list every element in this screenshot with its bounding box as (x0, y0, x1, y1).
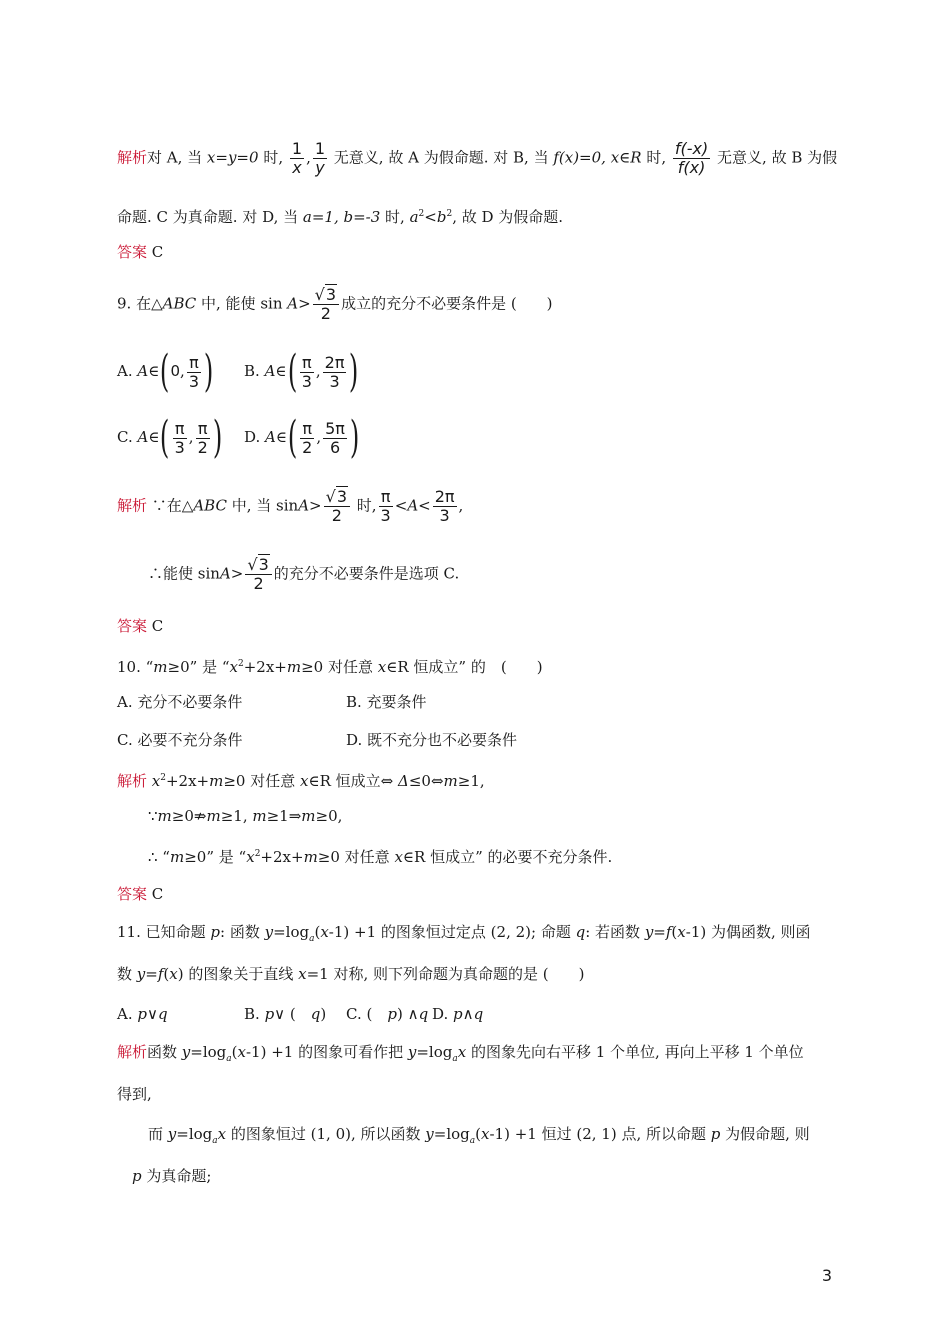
q11-stem-line-1: 11. 已知命题 p: 函数 $y=\log_a(x-1) +1$ 的图象恒过定点 (2, 2); 命题 q: 若函数 y=f(x-1) 为偶函数, 则函 (117, 923, 811, 944)
q9-analysis-line-1: 解析 ∵在△ABC 中, 当 sinA> $\frac{√3}{2}$ 时, $\frac{\pi}{3}$ <A< $\frac{2\pi}{3}$ , (117, 487, 464, 525)
q11-option-d: D. p∧q (432, 1005, 484, 1023)
q9-option-d: D. A∈( $\frac{\pi}{2}$ , $\frac{5\pi}{6}$ ) (244, 412, 360, 463)
answer-tag: 答案 (117, 243, 148, 261)
analysis-tag: 解析 (117, 148, 148, 167)
q9-option-c: C. A∈( $\frac{\pi}{3}$ , $\frac{\pi}{2}$ ) (117, 412, 223, 463)
q11-analysis-line-3: 而 $y=\log_ax$ 的图象恒过 (1, 0), 所以函数 $y=\log_a(x-1) +1$ 恒过 (2, 1) 点, 所以命题 p 为假命题, 则 (148, 1125, 810, 1146)
q10-option-b: B. 充要条件 (346, 693, 427, 711)
q8-analysis-line-1: 解析对 A, 当 x=y=0 时, $\frac{1}{x}$ , $\frac{1}{y}$ 无意义, 故 A 为假命题. 对 B, 当 f(x)=0, x∈R 时, $\frac{f(-x)}{f(x)}$ 无意义, 故 B 为假 (117, 139, 838, 177)
q9-stem: 9. 在△ABC 中, 能使 sin A> $\frac{√3}{2}$ 成立的充分不必要条件是 ( ) (117, 285, 553, 323)
fraction-1-over-y: $\frac{1}{y}$ (314, 139, 326, 177)
q11-stem-line-2: 数 y=f(x) 的图象关于直线 x=1 对称, 则下列命题为真命题的是 ( ) (117, 965, 585, 983)
q9-analysis-line-2: ∴能使 sinA> $\frac{√3}{2}$ 的充分不必要条件是选项 C. (148, 555, 460, 593)
fraction-1-over-x: $\frac{1}{x}$ (291, 139, 303, 177)
q8-analysis-line-2: 命题. C 为真命题. 对 D, 当 a=1, b=-3 时, $a^2<b^2$, 故 D 为假命题. (117, 208, 564, 226)
q9-option-b: B. A∈( $\frac{\pi}{3}$ , $\frac{2\pi}{3}$ ) (244, 346, 359, 397)
fraction-f-neg-x-over-f-x: $\frac{f(-x)}{f(x)}$ (674, 139, 709, 177)
q10-analysis-line-2: ∵m≥0⇏m≥1, m≥1⇒m≥0, (148, 807, 343, 825)
q10-option-a: A. 充分不必要条件 (117, 693, 243, 711)
q11-option-a: A. p∨q (117, 1005, 168, 1023)
q10-analysis-line-3: ∴ “m≥0” 是 “$x^2+2x+m\ge 0$ 对任意 x∈R 恒成立” 的必要不充分条件. (148, 848, 613, 866)
fraction-sqrt3-over-2: $\frac{√3}{2}$ (313, 286, 339, 323)
q10-stem: 10. “m≥0” 是 “$x^2+2x+m\ge 0$ 对任意 x∈R 恒成立” 的 ( ) (117, 658, 543, 676)
q11-option-c: C. ( p) ∧q (346, 1005, 429, 1023)
q8-answer: 答案 C (117, 243, 164, 261)
q11-analysis-line-1: 解析函数 $y=\log_a(x-1) +1$ 的图象可看作把 $y=\log_ax$ 的图象先向右平移 1 个单位, 再向上平移 1 个单位 (117, 1043, 804, 1064)
q11-analysis-line-2: 得到, (117, 1085, 152, 1103)
q11-option-b: B. p∨ ( q) (244, 1005, 327, 1023)
q10-answer: 答案 C (117, 885, 164, 903)
page-number: 3 (821, 1266, 832, 1285)
q9-answer: 答案 C (117, 617, 164, 635)
q11-analysis-line-4: p 为真命题; (132, 1167, 212, 1185)
q10-option-c: C. 必要不充分条件 (117, 731, 243, 749)
q10-option-d: D. 既不充分也不必要条件 (346, 731, 518, 749)
q10-analysis-line-1: 解析 $x^2+2x+m\ge 0$ 对任意 x∈R 恒成立⇔ Δ≤0⇔m≥1, (117, 772, 485, 790)
q9-option-a: A. A∈(0, $\frac{\pi}{3}$ ) (117, 346, 214, 397)
